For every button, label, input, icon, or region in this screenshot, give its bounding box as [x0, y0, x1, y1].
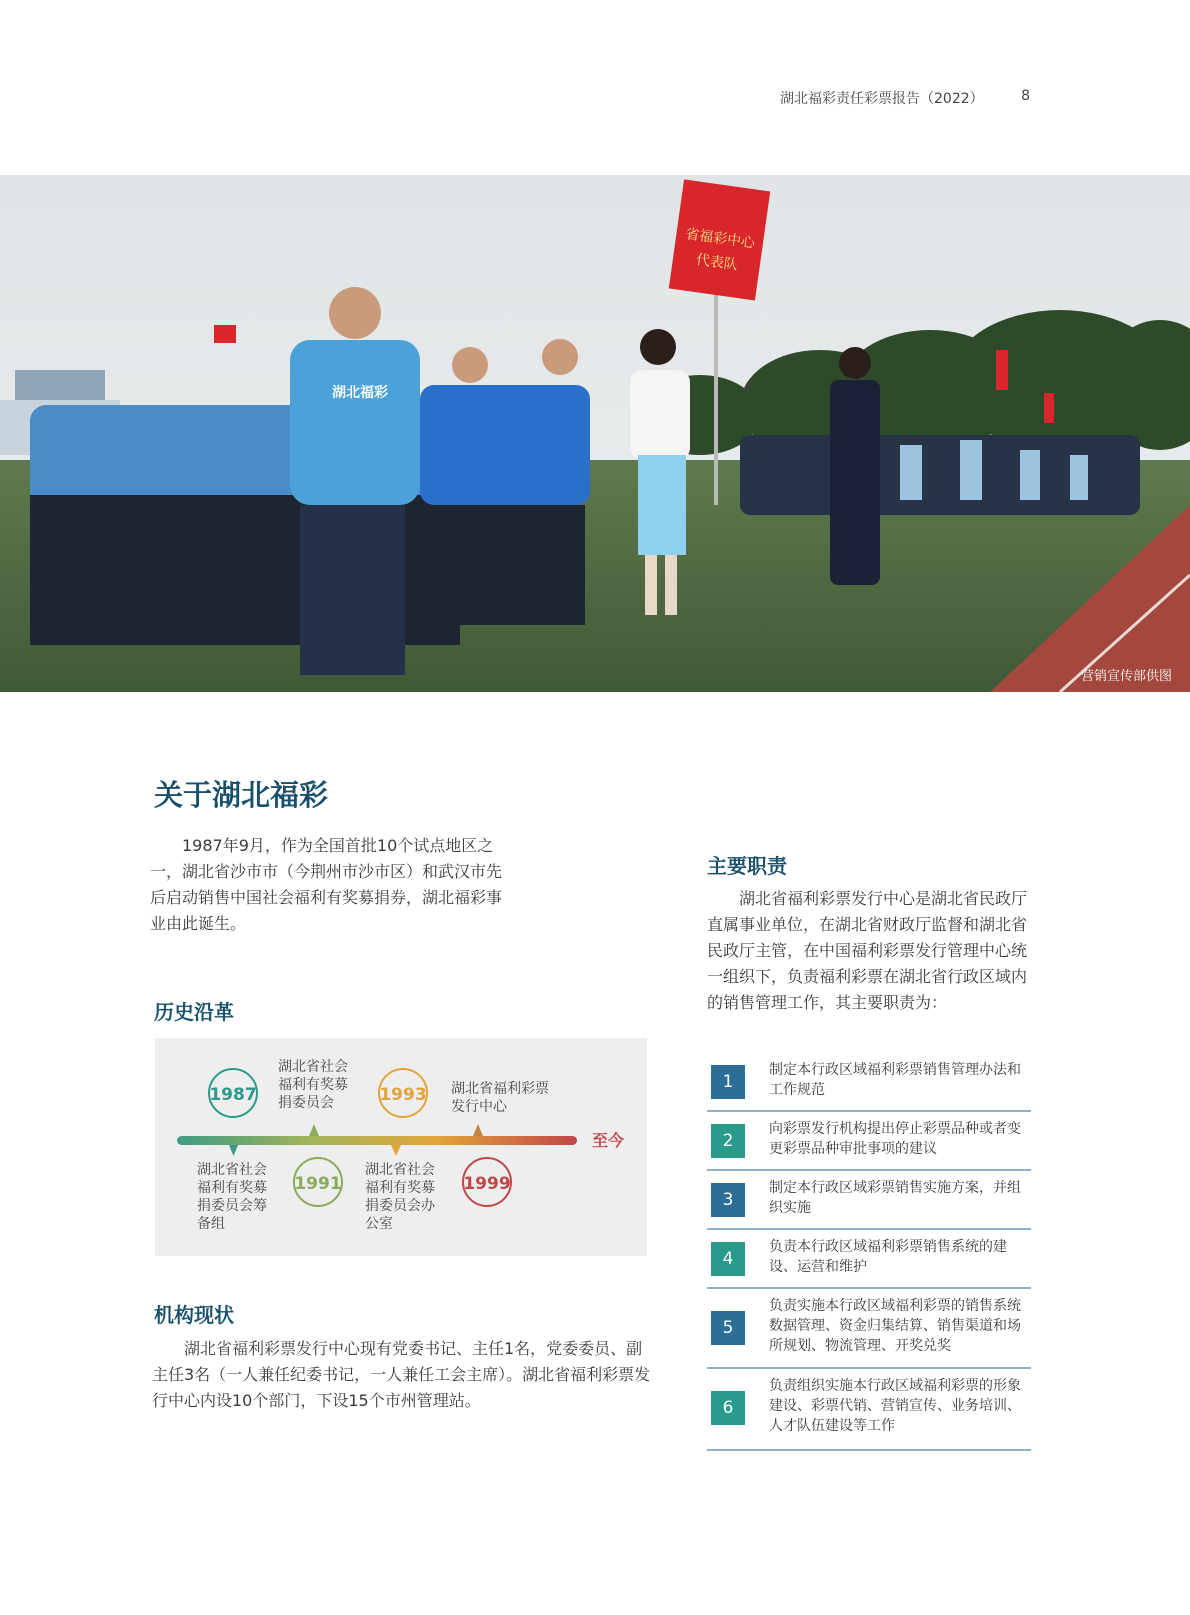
- duty-number-badge: 3: [711, 1183, 745, 1217]
- svg-text:1999: 1999: [463, 1174, 511, 1194]
- page-header: [780, 88, 1030, 110]
- duty-number-badge: 6: [711, 1391, 745, 1425]
- duty-number-badge: 1: [711, 1065, 745, 1099]
- svg-text:捐委员会: 捐委员会: [278, 1095, 334, 1111]
- svg-text:湖北省社会: 湖北省社会: [278, 1059, 348, 1075]
- svg-text:1987: 1987: [209, 1085, 257, 1105]
- duty-number-badge: 5: [711, 1311, 745, 1345]
- about-intro-text: 1987年9月，作为全国首批10个试点地区之一，湖北省沙市市（今荆州市沙市区）和武汉市先后启动销售中国社会福利有奖募捐券，湖北福彩事业由此诞生。: [150, 836, 503, 933]
- duty-text: 负责组织实施本行政区域福利彩票的形象建设、彩票代销、营销宣传、业务培训、人才队伍建设等工作: [769, 1378, 1021, 1434]
- svg-text:湖北省社会: 湖北省社会: [197, 1162, 267, 1178]
- duty-number-badge: 2: [711, 1124, 745, 1158]
- svg-text:发行中心: 发行中心: [451, 1099, 507, 1115]
- svg-text:湖北省福利彩票: 湖北省福利彩票: [451, 1081, 549, 1097]
- svg-text:福利有奖募: 福利有奖募: [197, 1180, 267, 1196]
- duty-item: [707, 1053, 1031, 1112]
- org-heading: 机构现状: [154, 1303, 234, 1327]
- duty-text: 负责本行政区域福利彩票销售系统的建设、运营和维护: [769, 1239, 1007, 1275]
- marker-1999: [473, 1124, 483, 1136]
- timeline-end-label: 至今: [592, 1131, 625, 1150]
- duty-item: [707, 1112, 1031, 1171]
- svg-text:备组: 备组: [197, 1216, 225, 1232]
- duty-text: 向彩票发行机构提出停止彩票品种或者变更彩票品种审批事项的建议: [769, 1121, 1021, 1157]
- duties-intro-text: 湖北省福利彩票发行中心是湖北省民政厅直属事业单位，在湖北省财政厅监督和湖北省民政厅主管，在中国福利彩票发行管理中心统一组织下，负责福利彩票在湖北省行政区域内的销售管理工作，其主要职责为：: [707, 889, 1028, 1012]
- duties-list: [707, 1053, 1031, 1451]
- duty-item: [707, 1171, 1031, 1230]
- svg-text:捐委员会办: 捐委员会办: [365, 1198, 435, 1214]
- svg-text:福利有奖募: 福利有奖募: [365, 1180, 435, 1196]
- marker-1991: [309, 1124, 319, 1136]
- sign-line-2: 代表队: [694, 251, 739, 274]
- event-1987: [209, 1058, 348, 1117]
- svg-text:福利有奖募: 福利有奖募: [278, 1077, 348, 1093]
- shirt-text: 湖北福彩: [332, 385, 388, 401]
- page-number: 8: [1021, 88, 1030, 104]
- svg-text:1993: 1993: [379, 1085, 427, 1105]
- event-photo: [0, 175, 1190, 692]
- history-heading: 历史沿革: [154, 1000, 234, 1024]
- event-1993: [379, 1069, 549, 1117]
- duty-item: [707, 1369, 1031, 1451]
- svg-text:捐委员会筹: 捐委员会筹: [197, 1198, 267, 1214]
- duty-item: [707, 1289, 1031, 1369]
- duties-heading: 主要职责: [707, 854, 787, 878]
- photo-credit: 营销宣传部供图: [1080, 669, 1172, 684]
- duty-number-badge: 4: [711, 1242, 745, 1276]
- history-timeline: [155, 1038, 647, 1256]
- sign-line-1: 省福彩中心: [684, 226, 756, 252]
- duty-text: 制定本行政区域彩票销售实施方案，并组织实施: [769, 1180, 1021, 1216]
- duty-text: 制定本行政区域福利彩票销售管理办法和工作规范: [769, 1062, 1021, 1098]
- svg-text:湖北省社会: 湖北省社会: [365, 1162, 435, 1178]
- event-1999: [365, 1158, 511, 1232]
- marker-1993: [391, 1145, 401, 1156]
- section-title-about: 关于湖北福彩: [154, 778, 329, 812]
- org-text: 湖北省福利彩票发行中心现有党委书记、主任1名，党委委员、副主任3名（一人兼任纪委书记，一人兼任工会主席）。湖北省福利彩票发行中心内设10个部门，下设15个市州管理站。: [152, 1339, 651, 1410]
- event-1991: [197, 1158, 342, 1232]
- marker-1987: [229, 1145, 238, 1156]
- svg-text:公室: 公室: [365, 1216, 393, 1232]
- event-photo-illustration: [0, 175, 1190, 692]
- svg-text:1991: 1991: [294, 1174, 342, 1194]
- report-title: 湖北福彩责任彩票报告（2022）: [780, 91, 984, 107]
- duty-item: [707, 1230, 1031, 1289]
- duty-text: 负责实施本行政区域福利彩票的销售系统数据管理、资金归集结算、销售渠道和场所规划、物流管理、开奖兑奖: [769, 1298, 1021, 1354]
